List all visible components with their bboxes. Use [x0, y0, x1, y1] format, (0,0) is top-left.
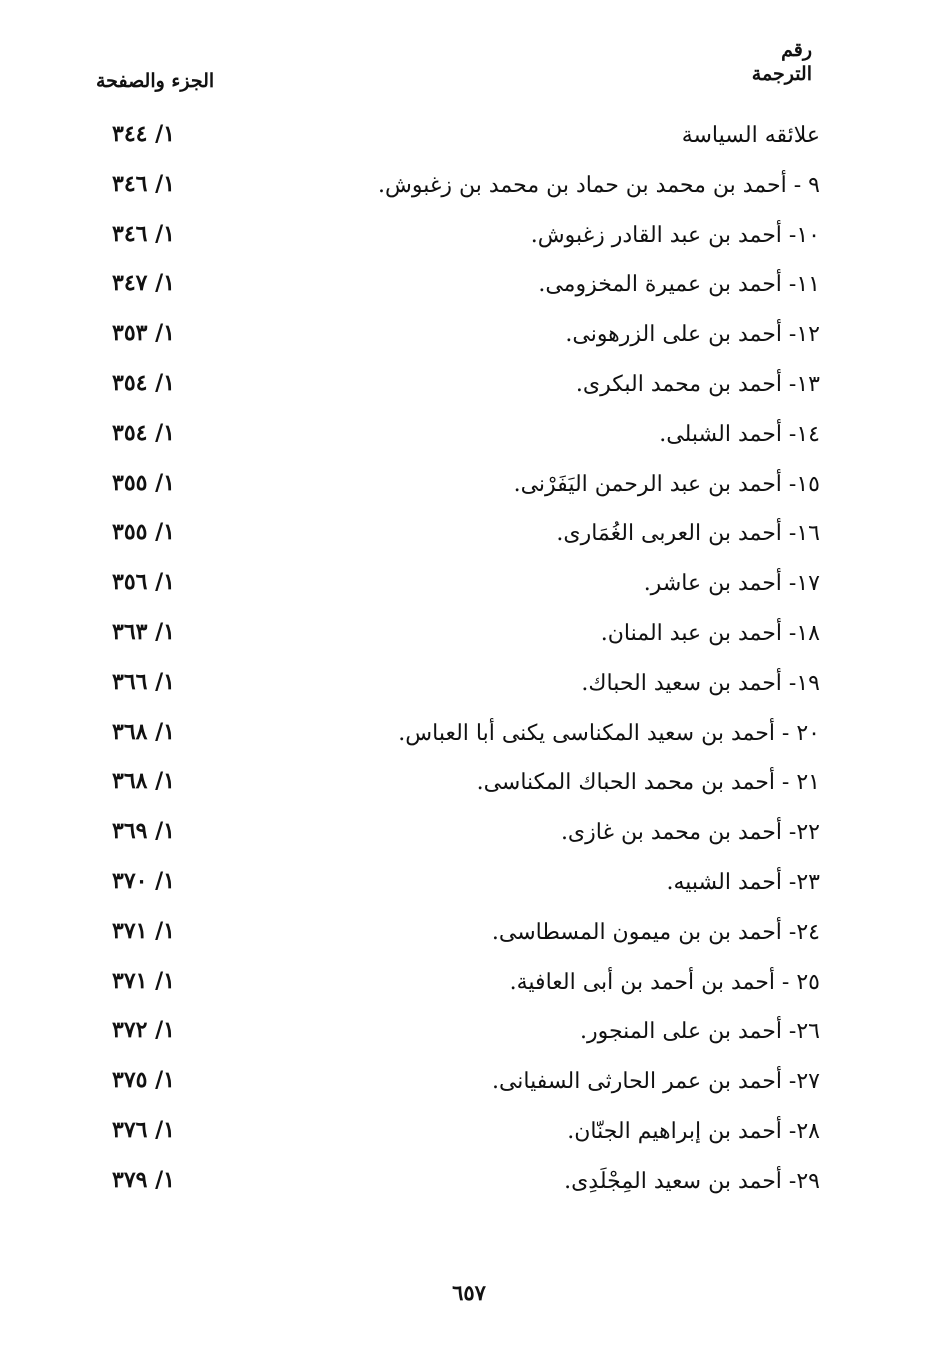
entry-title: ١١- أحمد بن عميرة المخزومى.: [538, 272, 820, 298]
index-row: [0, 364, 938, 414]
volume-page-ref: ١/ ٣٧١: [112, 917, 175, 944]
volume-page-ref: ١/ ٣٥٥: [112, 519, 175, 546]
entry-title: ١٠- أحمد بن عبد القادر زغبوش.: [530, 222, 820, 248]
volume-page-ref: ١/ ٣٥٤: [112, 369, 175, 396]
index-list: [0, 115, 938, 1211]
volume-page-ref: ١/ ٣٦٦: [112, 668, 175, 695]
entry-title: ٢٣- أحمد الشبيه.: [666, 869, 820, 895]
volume-page-ref: ١/ ٣٧٢: [112, 1017, 175, 1044]
volume-page-ref: ١/ ٣٧٦: [112, 1116, 175, 1143]
page-number: ٦٥٧: [452, 1280, 486, 1305]
entry-title: ٢٤- أحمد بن بن ميمون المسطاسى.: [491, 919, 820, 945]
entry-title: ٢٠ - أحمد بن سعيد المكناسى يكنى أبا العباس.: [398, 720, 820, 746]
index-row: [0, 762, 938, 812]
volume-page-ref: ١/ ٣٦٩: [112, 818, 175, 845]
entry-title: ١٩- أحمد بن سعيد الحباك.: [581, 670, 820, 696]
volume-page-ref: ١/ ٣٧٠: [112, 867, 175, 894]
entry-title: ١٤- أحمد الشبلى.: [659, 421, 820, 447]
index-row: [0, 513, 938, 563]
entry-title: ٢٦- أحمد بن على المنجور.: [580, 1019, 820, 1045]
volume-page-ref: ١/ ٣٧٩: [112, 1166, 175, 1193]
volume-page-ref: ١/ ٣٧١: [112, 967, 175, 994]
volume-page-ref: ١/ ٣٤٦: [112, 170, 175, 197]
entry-title: ١٢- أحمد بن على الزرهونى.: [565, 322, 820, 348]
index-row: [0, 613, 938, 663]
entry-title: ٩ - أحمد بن محمد بن حماد بن محمد بن زغبوش.: [378, 172, 820, 198]
entry-title: ١٦- أحمد بن العربى الغُمَارى.: [556, 521, 820, 547]
entry-title: ٢١ - أحمد بن محمد الحباك المكناسى.: [476, 770, 820, 796]
entry-title: ٢٧- أحمد بن عمر الحارثى السفيانى.: [491, 1069, 820, 1095]
entry-number-column-header: [672, 38, 812, 86]
entry-title: ١٧- أحمد بن عاشر.: [643, 571, 820, 597]
index-row: [0, 115, 938, 165]
volume-page-ref: ١/ ٣٦٨: [112, 718, 175, 745]
entry-title: ٢٥ - أحمد بن أحمد بن أبى العافية.: [509, 969, 820, 995]
volume-page-ref: ١/ ٣٥٥: [112, 469, 175, 496]
volume-page-ref: ١/ ٣٤٦: [112, 220, 175, 247]
index-row: [0, 1011, 938, 1061]
volume-page-ref: ١/ ٣٥٤: [112, 419, 175, 446]
index-row: [0, 862, 938, 912]
volume-page-ref: ١/ ٣٥٣: [112, 320, 175, 347]
index-row: [0, 912, 938, 962]
index-row: [0, 1061, 938, 1111]
entry-number-header-line2: الترجمة: [751, 63, 812, 85]
index-row: [0, 1111, 938, 1161]
index-row: [0, 663, 938, 713]
entry-title: ١٥- أحمد بن عبد الرحمن اليَفَرْنى.: [513, 471, 820, 497]
index-row: [0, 314, 938, 364]
entry-title: ١٣- أحمد بن محمد البكرى.: [575, 371, 820, 397]
entry-number-header-line1: رقم: [781, 39, 812, 61]
index-row: [0, 464, 938, 514]
entry-title: ٢٩- أحمد بن سعيد المِجْلَدِى.: [564, 1168, 820, 1194]
volume-page-ref: ١/ ٣٥٦: [112, 569, 175, 596]
volume-page-column-header: الجزء والصفحة: [96, 70, 215, 92]
index-row: [0, 215, 938, 265]
index-row: [0, 414, 938, 464]
index-row: [0, 713, 938, 763]
volume-page-ref: ١/ ٣٤٤: [112, 121, 175, 147]
index-row: [0, 563, 938, 613]
entry-title: ٢٢- أحمد بن محمد بن غازى.: [560, 820, 820, 846]
index-row: [0, 264, 938, 314]
entry-title: ١٨- أحمد بن عبد المنان.: [600, 620, 820, 646]
volume-page-ref: ١/ ٣٧٥: [112, 1067, 175, 1094]
volume-page-ref: ١/ ٣٦٨: [112, 768, 175, 795]
index-row: [0, 812, 938, 862]
index-row: [0, 1161, 938, 1211]
index-row: [0, 962, 938, 1012]
volume-page-ref: ١/ ٣٤٧: [112, 270, 175, 297]
index-row: [0, 165, 938, 215]
volume-page-ref: ١/ ٣٦٣: [112, 618, 175, 645]
entry-title: علائقه السياسة: [681, 123, 820, 148]
entry-title: ٢٨- أحمد بن إبراهيم الجنّان.: [567, 1118, 820, 1144]
